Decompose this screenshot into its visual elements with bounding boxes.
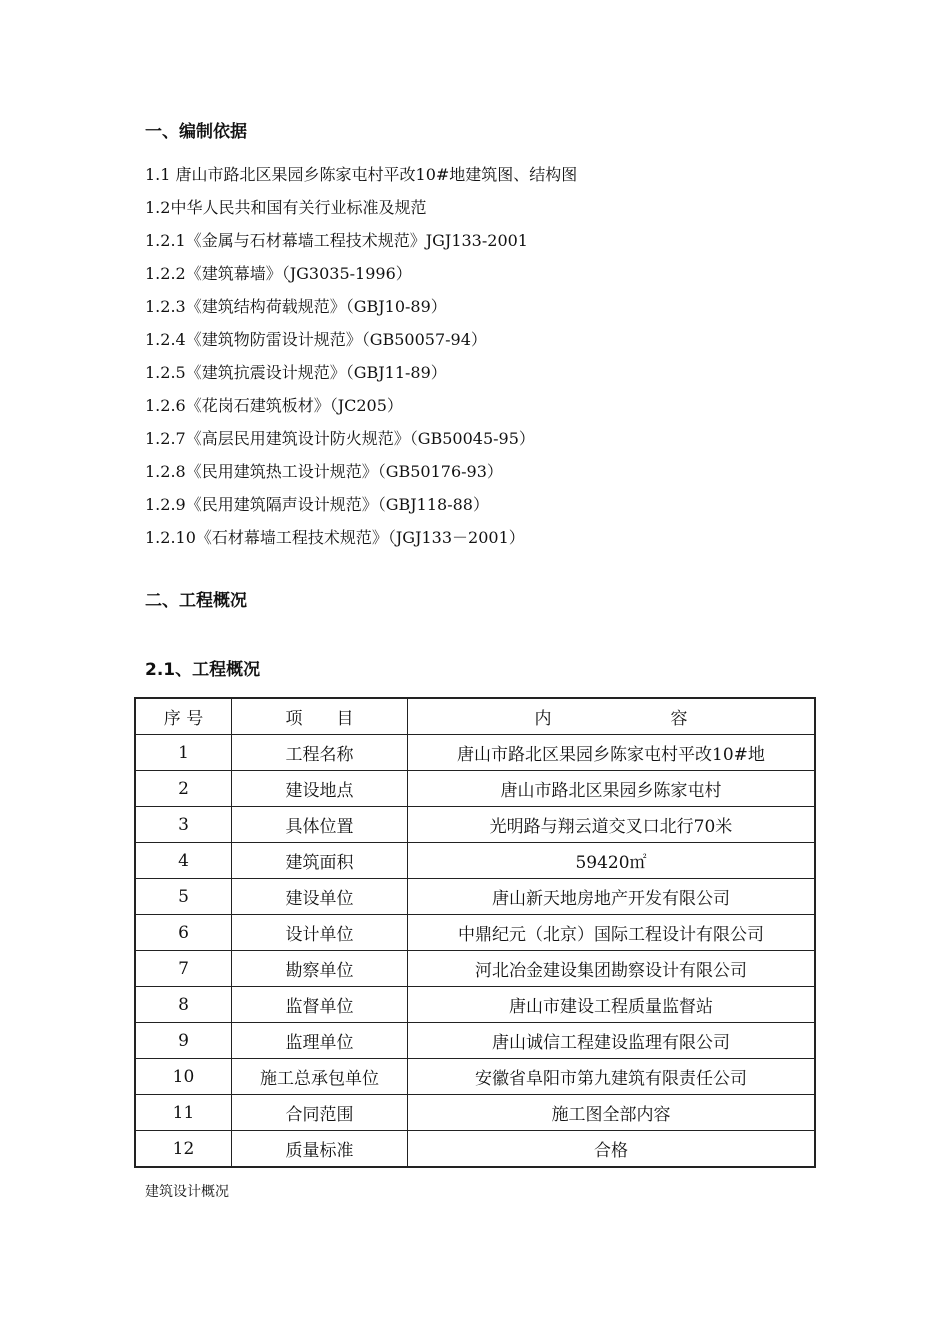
cell-item: 具体位置 bbox=[232, 807, 408, 843]
basis-item: 1.2.2《建筑幕墙》（JG3035-1996） bbox=[145, 264, 412, 283]
project-overview-table bbox=[134, 697, 816, 1168]
section1-heading: 一、编制依据 bbox=[145, 122, 247, 142]
cell-index: 11 bbox=[135, 1095, 232, 1131]
footer-note: 建筑设计概况 bbox=[145, 1184, 229, 1200]
basis-list bbox=[145, 162, 577, 558]
cell-content: 施工图全部内容 bbox=[408, 1095, 816, 1131]
header-content: 内 容 bbox=[408, 698, 816, 735]
cell-index: 9 bbox=[135, 1023, 232, 1059]
cell-index: 3 bbox=[135, 807, 232, 843]
cell-index: 1 bbox=[135, 735, 232, 771]
table-row bbox=[135, 843, 815, 879]
cell-item: 设计单位 bbox=[232, 915, 408, 951]
cell-content: 唐山新天地房地产开发有限公司 bbox=[408, 879, 816, 915]
cell-content: 唐山市建设工程质量监督站 bbox=[408, 987, 816, 1023]
table-row bbox=[135, 1023, 815, 1059]
cell-item: 建筑面积 bbox=[232, 843, 408, 879]
table-header-row bbox=[135, 698, 815, 735]
table-row bbox=[135, 1095, 815, 1131]
basis-item: 1.2中华人民共和国有关行业标准及规范 bbox=[145, 198, 427, 217]
table-row bbox=[135, 1059, 815, 1095]
section2-heading: 二、工程概况 bbox=[145, 591, 247, 611]
cell-item: 勘察单位 bbox=[232, 951, 408, 987]
table-row bbox=[135, 771, 815, 807]
cell-index: 6 bbox=[135, 915, 232, 951]
table-row bbox=[135, 951, 815, 987]
cell-item: 建设单位 bbox=[232, 879, 408, 915]
basis-item: 1.2.10《石材幕墙工程技术规范》（JGJ133－2001） bbox=[145, 528, 525, 547]
table-row bbox=[135, 987, 815, 1023]
cell-index: 12 bbox=[135, 1131, 232, 1168]
cell-index: 8 bbox=[135, 987, 232, 1023]
cell-content: 安徽省阜阳市第九建筑有限责任公司 bbox=[408, 1059, 816, 1095]
cell-item: 建设地点 bbox=[232, 771, 408, 807]
basis-item: 1.1 唐山市路北区果园乡陈家屯村平改10#地建筑图、结构图 bbox=[145, 165, 578, 184]
table-row bbox=[135, 915, 815, 951]
cell-item: 质量标准 bbox=[232, 1131, 408, 1168]
basis-item: 1.2.5《建筑抗震设计规范》（GBJ11-89） bbox=[145, 363, 447, 382]
basis-item: 1.2.9《民用建筑隔声设计规范》（GBJ118-88） bbox=[145, 495, 489, 514]
cell-item: 合同范围 bbox=[232, 1095, 408, 1131]
cell-index: 4 bbox=[135, 843, 232, 879]
cell-item: 监理单位 bbox=[232, 1023, 408, 1059]
table-row bbox=[135, 735, 815, 771]
basis-item: 1.2.1《金属与石材幕墙工程技术规范》JGJ133-2001 bbox=[145, 231, 528, 250]
table-row bbox=[135, 807, 815, 843]
cell-content: 唐山市路北区果园乡陈家屯村 bbox=[408, 771, 816, 807]
basis-item: 1.2.7《高层民用建筑设计防火规范》（GB50045-95） bbox=[145, 429, 535, 448]
table-row bbox=[135, 1131, 815, 1168]
cell-content: 唐山市路北区果园乡陈家屯村平改10#地 bbox=[408, 735, 816, 771]
cell-content: 中鼎纪元（北京）国际工程设计有限公司 bbox=[408, 915, 816, 951]
cell-content: 唐山诚信工程建设监理有限公司 bbox=[408, 1023, 816, 1059]
basis-item: 1.2.6《花岗石建筑板材》（JC205） bbox=[145, 396, 403, 415]
section2-subheading: 2.1、工程概况 bbox=[145, 660, 261, 680]
basis-item: 1.2.4《建筑物防雷设计规范》（GB50057-94） bbox=[145, 330, 487, 349]
cell-content: 河北冶金建设集团勘察设计有限公司 bbox=[408, 951, 816, 987]
basis-item: 1.2.8《民用建筑热工设计规范》（GB50176-93） bbox=[145, 462, 503, 481]
cell-item: 工程名称 bbox=[232, 735, 408, 771]
table-row bbox=[135, 879, 815, 915]
header-item: 项 目 bbox=[232, 698, 408, 735]
cell-content: 合格 bbox=[408, 1131, 816, 1168]
cell-index: 7 bbox=[135, 951, 232, 987]
cell-index: 2 bbox=[135, 771, 232, 807]
cell-item: 监督单位 bbox=[232, 987, 408, 1023]
cell-index: 5 bbox=[135, 879, 232, 915]
table-body bbox=[135, 735, 815, 1168]
cell-content: 59420㎡ bbox=[408, 843, 816, 879]
cell-content: 光明路与翔云道交叉口北行70米 bbox=[408, 807, 816, 843]
header-index: 序 号 bbox=[135, 698, 232, 735]
cell-index: 10 bbox=[135, 1059, 232, 1095]
basis-item: 1.2.3《建筑结构荷载规范》（GBJ10-89） bbox=[145, 297, 447, 316]
cell-item: 施工总承包单位 bbox=[232, 1059, 408, 1095]
